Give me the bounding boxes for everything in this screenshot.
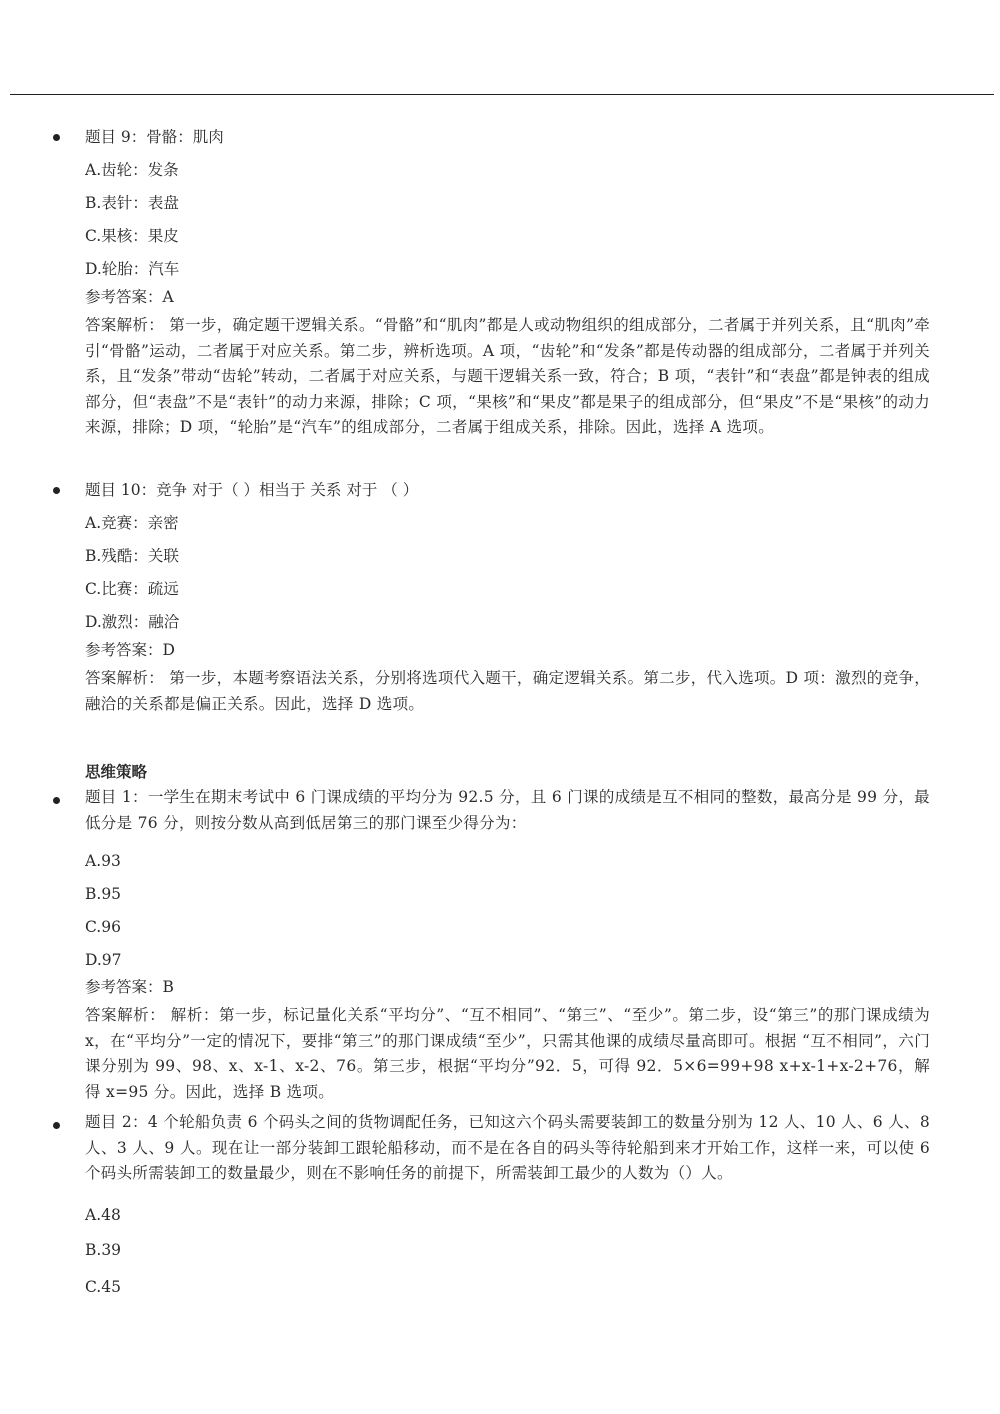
q9-option-a: A.齿轮：发条 <box>85 161 179 179</box>
bullet-q1 <box>53 797 60 804</box>
q9-option-b: B.表针：表盘 <box>85 194 179 212</box>
q1-option-d: D.97 <box>85 951 122 969</box>
bullet-q9 <box>53 134 60 141</box>
q9-option-c: C.果核：果皮 <box>85 227 179 245</box>
q9-answer: 参考答案：A <box>85 288 174 306</box>
q10-answer: 参考答案：D <box>85 641 175 659</box>
q2-title: 题目 2：4 个轮船负责 6 个码头之间的货物调配任务，已知这六个码头需要装卸工的数量分别为 12 人、10 人、6 人、8 人、3 人、9 人。现在让一部分装卸工跟轮船移动，而不是在各自的码头等待轮船到来才开始工作，这样一来，可以使 6 个码头所需装卸工的数量最少，则在不影响任务的前提下，所需装卸工最少的人数为（）人。 <box>85 1113 930 1182</box>
q9-title: 题目 9：骨骼：肌肉 <box>85 128 224 146</box>
bullet-q2 <box>53 1122 60 1129</box>
q10-title: 题目 10：竞争 对于（ ）相当于 关系 对于 （ ） <box>85 481 419 499</box>
q2-option-a: A.48 <box>85 1206 121 1224</box>
q1-explanation: 答案解析： 解析：第一步，标记量化关系“平均分”、“互不相同”、“第三”、“至少”。第二步，设“第三”的那门课成绩为 x，在“平均分”一定的情况下，要排“第三”的那门课成绩“至少”，只需其他课的成绩尽量高即可。根据 “互不相同”，六门课分别为 99、98、x、x-1、x-2、76。第三步，根据“平均分”92．5，可得 92．5×6=99+98 x+x-1+x-2+76，解得 x=95 分。因此，选择 B 选项。 <box>85 1006 930 1101</box>
section-heading: 思维策略 <box>85 762 148 781</box>
q1-answer: 参考答案：B <box>85 978 174 996</box>
q10-explanation: 答案解析： 第一步，本题考察语法关系，分别将选项代入题干，确定逻辑关系。第二步，代入选项。D 项：激烈的竞争，融洽的关系都是偏正关系。因此，选择 D 选项。 <box>85 669 930 713</box>
q10-option-a: A.竞赛：亲密 <box>85 514 179 532</box>
header-rule <box>10 94 994 95</box>
q2-option-c: C.45 <box>85 1278 121 1296</box>
q10-option-c: C.比赛：疏远 <box>85 580 179 598</box>
q10-option-b: B.残酷：关联 <box>85 547 179 565</box>
q1-title: 题目 1：一学生在期末考试中 6 门课成绩的平均分为 92.5 分，且 6 门课的成绩是互不相同的整数，最高分是 99 分，最低分是 76 分，则按分数从高到低居第三的那门课至少得分为： <box>85 788 930 832</box>
q9-explanation: 答案解析： 第一步，确定题干逻辑关系。“骨骼”和“肌肉”都是人或动物组织的组成部分，二者属于并列关系，且“肌肉”牵引“骨骼”运动，二者属于对应关系。第二步，辨析选项。A 项，“齿轮”和“发条”都是传动器的组成部分，二者属于并列关系，且“发条”带动“齿轮”转动，二者属于对应关系，与题干逻辑关系一致，符合；B 项，“表针”和“表盘”都是钟表的组成部分，但“表盘”不是“表针”的动力来源，排除；C 项，“果核”和“果皮”都是果子的组成部分，但“果皮”不是“果核”的动力来源，排除；D 项，“轮胎”是“汽车”的组成部分，二者属于组成关系，排除。因此，选择 A 选项。 <box>85 316 930 436</box>
q9-option-d: D.轮胎：汽车 <box>85 260 180 278</box>
q1-option-b: B.95 <box>85 885 122 903</box>
q1-option-c: C.96 <box>85 918 121 936</box>
q10-option-d: D.激烈：融洽 <box>85 613 180 631</box>
q1-option-a: A.93 <box>85 852 121 870</box>
bullet-q10 <box>53 487 60 494</box>
q2-option-b: B.39 <box>85 1241 122 1259</box>
